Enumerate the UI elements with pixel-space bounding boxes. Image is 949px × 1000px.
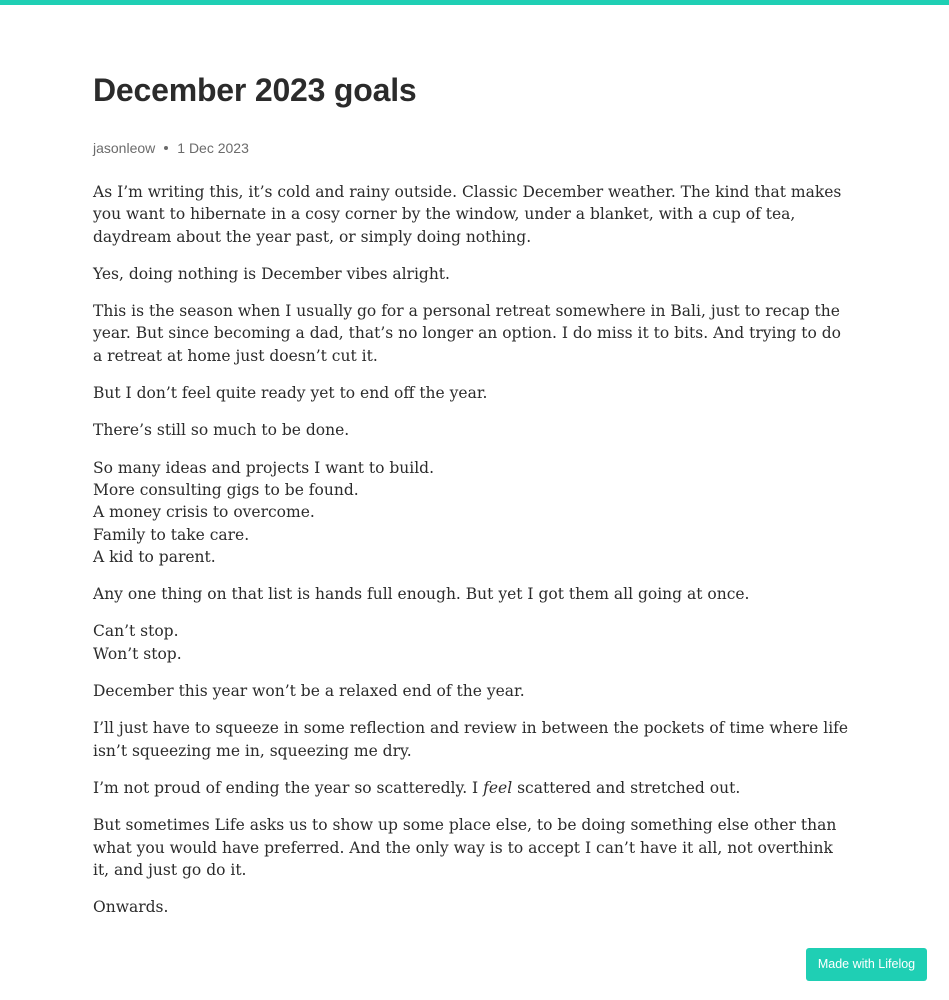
meta-separator-dot <box>164 146 168 150</box>
paragraph: Yes, doing nothing is December vibes alright. <box>93 264 450 283</box>
paragraph-list: So many ideas and projects I want to build. More consulting gigs to be found. A money crisis to overcome. Family to take care. A kid to parent. <box>93 458 435 566</box>
paragraph-proud <box>93 777 853 799</box>
paragraph: But sometimes Life asks us to show up some place else, to be doing something else other than what you would have preferred. And the only way is to accept I can’t have it all, not overthink it, and just go do it. <box>93 816 837 879</box>
made-with-lifelog-button[interactable]: Made with Lifelog <box>806 948 927 981</box>
proud-text-after: scattered and stretched out. <box>512 778 741 797</box>
paragraph: Any one thing on that list is hands full enough. But yet I got them all going at once. <box>93 585 750 604</box>
paragraph: As I’m writing this, it’s cold and rainy outside. Classic December weather. The kind that makes you want to hibernate in a cosy corner by the window, under a blanket, with a cup of tea, daydream about the year past, or simply doing nothing. <box>93 183 842 246</box>
post-meta <box>93 139 249 157</box>
emphasis-feel: feel <box>483 778 513 797</box>
paragraph: December this year won’t be a relaxed end of the year. <box>93 682 525 701</box>
post-body <box>93 181 853 933</box>
post-date: 1 Dec 2023 <box>177 140 249 156</box>
page-title: December 2023 goals <box>93 72 417 108</box>
paragraph: I’ll just have to squeeze in some reflection and review in between the pockets of time where life isn’t squeezing me in, squeezing me dry. <box>93 719 849 760</box>
author-link[interactable]: jasonleow <box>93 140 156 156</box>
paragraph: But I don’t feel quite ready yet to end off the year. <box>93 384 488 403</box>
paragraph: This is the season when I usually go for a personal retreat somewhere in Bali, just to recap the year. But since becoming a dad, that’s no longer an option. I do miss it to bits. And trying to do a retreat at home just doesn’t cut it. <box>93 302 842 365</box>
paragraph: Can’t stop. Won’t stop. <box>93 622 182 663</box>
accent-top-bar <box>0 0 949 5</box>
paragraph: Onwards. <box>93 898 169 917</box>
proud-text-before: I’m not proud of ending the year so scatteredly. I <box>93 778 484 797</box>
paragraph: There’s still so much to be done. <box>93 421 350 440</box>
